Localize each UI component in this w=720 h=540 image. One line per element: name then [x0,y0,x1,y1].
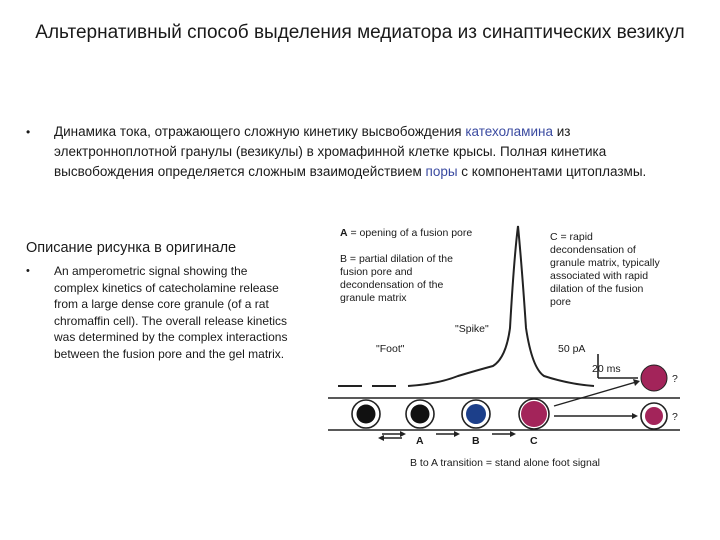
spike-label: "Spike" [455,323,489,335]
label-c-line-4: associated with rapid [550,270,649,282]
label-c-line-6: pore [550,296,572,308]
description-bullet-marker: • [26,265,30,277]
main-bullet-part3: с компонентами цитоплазмы. [457,164,647,179]
arrow-2-head [454,431,460,437]
label-b-line-3: decondensation of the [340,279,444,291]
main-bullet [26,122,686,182]
vesicle-released-magenta [641,365,667,391]
main-bullet-text [54,122,674,182]
label-a: A = opening of a fusion pore [340,227,473,239]
question-mark-lower: ? [672,411,678,423]
vesicle-blue-b [466,404,486,424]
label-c-line-5: dilation of the fusion [550,283,644,295]
arrow-up-head [633,379,640,386]
question-mark-upper: ? [672,373,678,385]
description-heading: Описание рисунка в оригинале [26,240,237,256]
vesicle-label-a: A [416,435,424,447]
label-b-line-4: granule matrix [340,292,407,304]
description-bullet [26,263,296,362]
vesicle-lower-magenta [645,407,663,425]
arrow-up-line [554,382,636,406]
arrow-1-head [400,431,406,437]
vesicle-black-a [411,405,430,424]
scale-time-label: 20 ms [592,363,621,375]
label-b-line-2: fusion pore and [340,266,413,278]
label-b-line-1: B = partial dilation of the [340,253,453,265]
arrow-back-head [378,435,384,441]
slide-title: Альтернативный способ выделения медиатора из синаптических везикул [35,22,685,43]
catecholamine-link[interactable]: катехоламина [465,124,553,139]
figure-svg [318,218,710,538]
bullet-marker: • [26,125,31,139]
label-c-line-2: decondensation of [550,244,636,256]
arrow-3-head [510,431,516,437]
arrow-right-head [632,413,638,419]
main-bullet-part2: из электронноплотной гранулы (везикулы) в хромафинной клетке крысы. Полная кинетика высвобождения определяется сложным взаимодействием [54,124,607,179]
bottom-caption: B to A transition = stand alone foot signal [410,457,601,469]
vesicle-label-b: B [472,435,480,447]
vesicle-label-c: C [530,435,538,447]
label-c-line-1: C = rapid [550,231,593,243]
pore-link[interactable]: поры [425,164,458,179]
vesicle-magenta-c [521,401,547,427]
description-text: An amperometric signal showing the complex kinetics of catecholamine release from a large dense core granule (of a rat chromaffin cell). The overall release kinetics was determined by the complex interactions between the fusion pore and the gel matrix. [54,264,288,361]
scale-current-label: 50 pA [558,343,586,355]
label-c-line-3: granule matrix, typically [550,257,660,269]
vesicle-black-1 [357,405,376,424]
amperometric-figure [318,218,710,538]
main-bullet-part1: Динамика тока, отражающего сложную кинетику высвобождения [54,124,466,139]
foot-label: "Foot" [376,343,405,355]
